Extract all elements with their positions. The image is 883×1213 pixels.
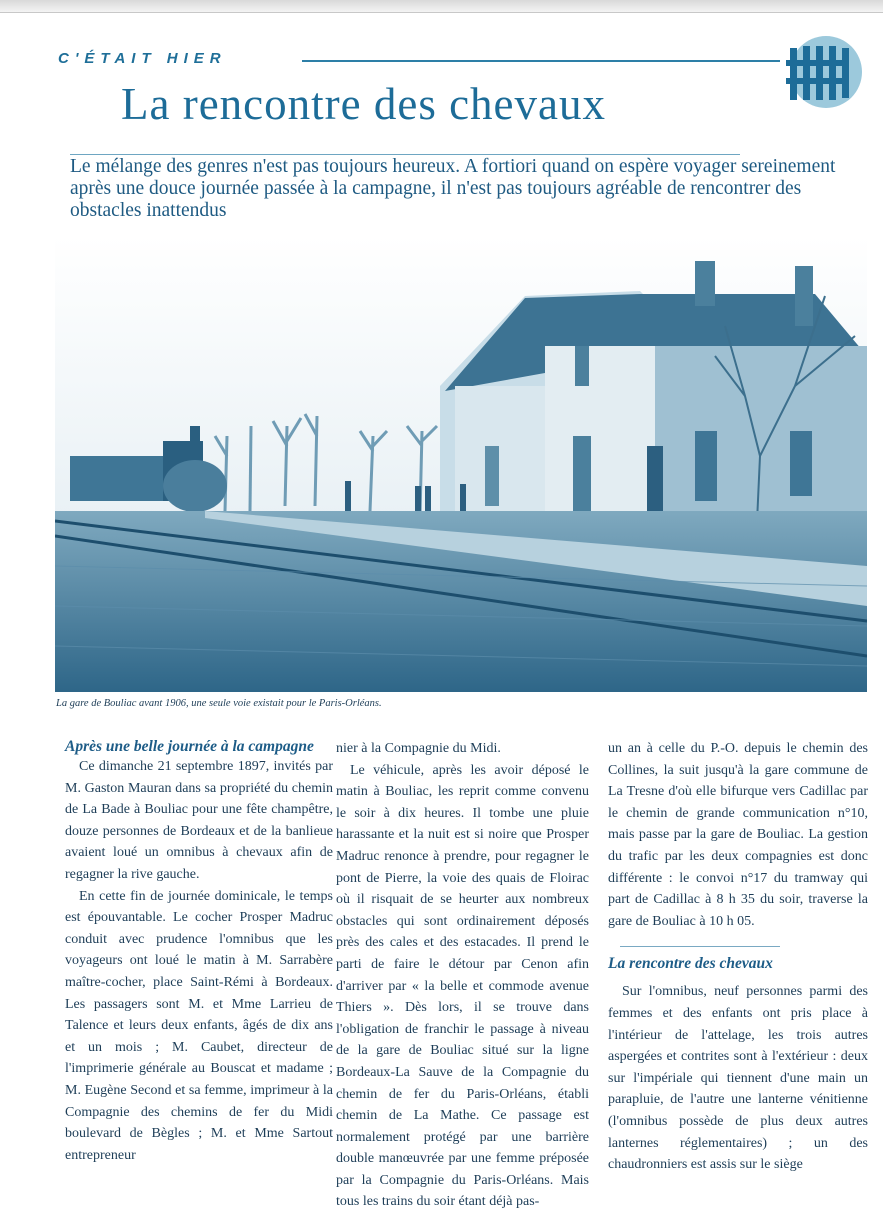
section-subheading: La rencontre des chevaux (608, 955, 773, 973)
viewer-top-bar (0, 0, 883, 13)
section-kicker: C'ÉTAIT HIER (58, 50, 227, 67)
railway-fence-logo-icon (776, 34, 866, 114)
station-photo-illustration (55, 236, 867, 692)
paragraph: nier à la Compagnie du Midi. (336, 741, 501, 756)
station-photo (55, 236, 867, 692)
paragraph: Sur l'omnibus, neuf personnes parmi des femmes et des enfants ont pris place à l'intérieur de l'attelage, les trois autres aspergées et contrites sont à l'extérieur : deux sur l'impériale qui tiennent d'une main un parapluie, de l'autre une lanterne vénitienne (l'omnibus possède de plus deux autres lanternes réglementaires) ; un des chaudronniers est assis sur le siège (608, 984, 868, 1173)
article-title: La rencontre des chevaux (121, 79, 607, 129)
column-2 (336, 738, 589, 1213)
subheading-rule (620, 946, 780, 947)
column-3 (608, 738, 868, 1176)
title-rule (70, 154, 740, 155)
column-1 (65, 738, 333, 1166)
paragraph: un an à celle du P.-O. depuis le chemin des Collines, la suit jusqu'à la gare commune de La Tresne d'où elle bifurque vers Cadillac par le chemin de grande communication n°10, mais passe par la gare de Bouliac. La gestion du trafic par les deux compagnies est donc différente : le convoi n°17 du tramway qui part de Cadillac à 8 h 35 du soir, traverse la gare de Bouliac à 10 h 05. (608, 741, 868, 929)
paragraph: En cette fin de journée dominicale, le temps est épouvantable. Le cocher Prosper Madruc conduit avec prudence l'omnibus que les voyageurs ont loué le matin à M. Sarrabère maître-cocher, place Saint-Rémi à Bordeaux. Les passagers sont M. et Mme Larrieu de Talence et leurs deux enfants, âgés de dix ans et un mois ; M. Caubet, directeur de l'imprimerie générale au Bouscat et madame ; M. Eugène Second et sa femme, imprimeur à la Compagnie des chemins de fer du Midi boulevard de Bègles ; M. et Mme Sartout entrepreneur (65, 888, 333, 1163)
section-heading: Après une belle journée à la campagne (65, 738, 314, 755)
kicker-rule (302, 60, 780, 62)
paragraph: Le véhicule, après les avoir déposé le matin à Bouliac, les reprit comme convenu le soir à dix heures. Il tombe une pluie harassante et la nuit est si noire que Prosper Madruc renonce à prendre, pour regagner le pont de Pierre, la voie des quais de Floirac où il risquait de se heurter aux nombreux obstacles qui sont ordinairement déposés près des cales et des estacades. Il prend le parti de faire le détour par Cenon afin d'arriver par « la belle et commode avenue Thiers ». Dès lors, il se trouve dans l'obligation de franchir le passage à niveau de la gare de Bouliac situé sur la ligne Bordeaux-La Sauve de la Compagnie du chemin de fer du Paris-Orléans, établi chemin de La Mathe. Ce passage est normalement protégé par une barrière double manœuvrée par une femme préposée par la Compagnie du Paris-Orléans. Mais tous les trains du soir étant déjà pas- (336, 762, 589, 1210)
paragraph: Ce dimanche 21 septembre 1897, invités par M. Gaston Mauran dans sa propriété du chemin de La Bade à Bouliac pour une fête champêtre, douze personnes de Bordeaux et de la banlieue avaient loué un omnibus à chevaux afin de regagner la rive gauche. (65, 759, 333, 882)
article-standfirst: Le mélange des genres n'est pas toujours heureux. A fortiori quand on espère voyager sereinement après une douce journée passée à la campagne, il n'est pas toujours agréable de rencontrer des obstacles inattendus (70, 156, 836, 221)
photo-caption: La gare de Bouliac avant 1906, une seule voie existait pour le Paris-Orléans. (56, 698, 382, 709)
